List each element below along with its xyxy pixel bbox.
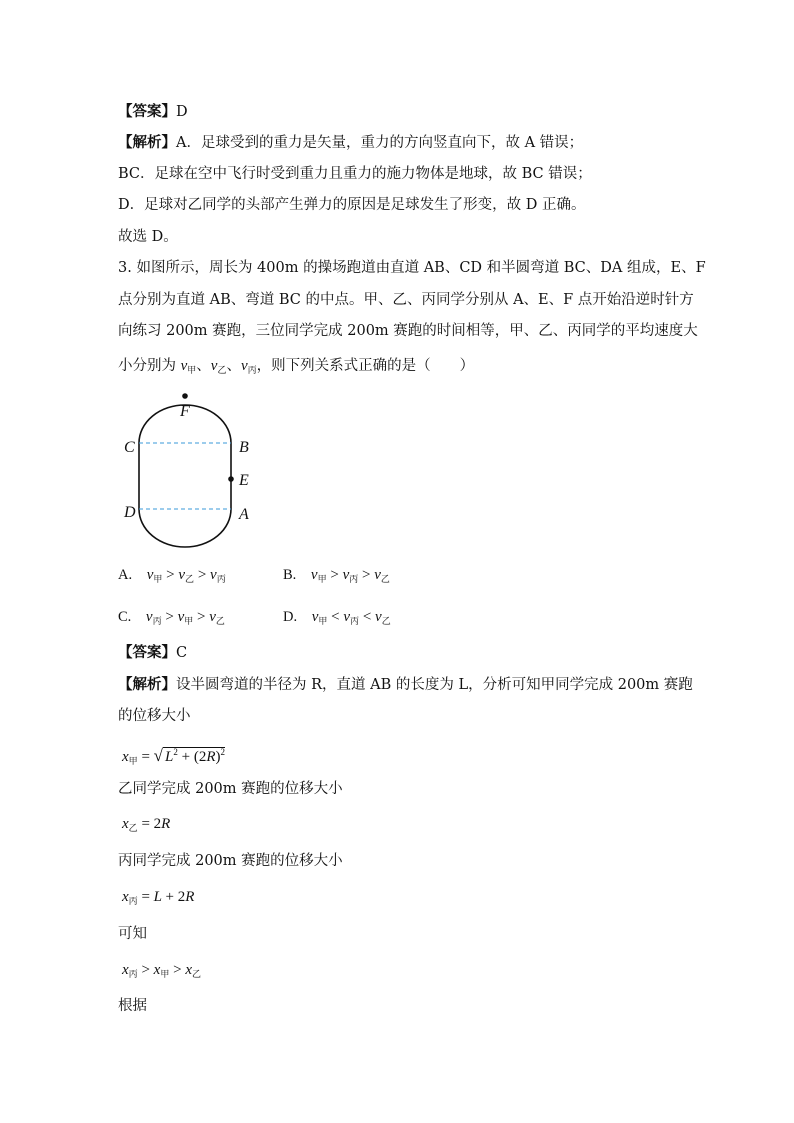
genju-text: 根据 [118, 998, 147, 1014]
question-line-1: 3. 如图所示，周长为 400m 的操场跑道由直道 AB、CD 和半圆弯道 BC、DA 组成，E、F [118, 260, 706, 276]
option-d[interactable] [283, 607, 391, 631]
track-outline [139, 405, 231, 547]
inequality-x: $x_丙 > x_甲 > x_乙$ [122, 962, 201, 979]
option-b[interactable] [283, 565, 390, 589]
v-jia: $v_甲$ [180, 358, 197, 375]
analysis-line-1 [118, 133, 583, 153]
question-line-3: 向练习 200m 赛跑，三位同学完成 200m 赛跑的时间相等，甲、乙、丙同学的平均速度大 [118, 323, 698, 339]
label-f: F [180, 403, 190, 420]
answer-line-1 [118, 102, 188, 122]
analysis-2-line-2: 的位移大小 [118, 708, 191, 724]
option-a-expr: $v_甲 > v_乙 > v_丙$ [146, 567, 226, 584]
answer-2-value: C [176, 645, 188, 661]
analysis-tag: 【解析】 [118, 135, 176, 151]
question-line-2: 点分别为直道 AB、弯道 BC 的中点。甲、乙、丙同学分别从 A、E、F 点开始沿逆时针方 [118, 292, 694, 308]
option-c[interactable] [118, 607, 225, 631]
option-d-label: D. [283, 609, 298, 625]
analysis-line-2: BC．足球在空中飞行时受到重力且重力的施力物体是地球，故 BC 错误； [118, 166, 592, 182]
point-e [228, 476, 234, 482]
option-c-expr: $v_丙 > v_甲 > v_乙$ [145, 609, 225, 626]
equation-x-jia: $x_甲$ = √ $L^2 + (2R)^2$ [122, 746, 225, 766]
question-line-4-post: ，则下列关系式正确的是（ ） [256, 358, 475, 374]
v-yi: $v_乙$ [210, 358, 227, 375]
question-line-4 [118, 356, 474, 380]
analysis-2-text: 设半圆弯道的半径为 R，直道 AB 的长度为 L，分析可知甲同学完成 200m 赛跑 [176, 677, 693, 693]
analysis-text: A．足球受到的重力是矢量，重力的方向竖直向下，故 A 错误； [176, 135, 584, 151]
kezhi-text: 可知 [118, 926, 147, 942]
equation-x-yi: $x_乙 = 2R$ [122, 816, 171, 833]
analysis-line-4: 故选 D。 [118, 229, 178, 245]
answer-line-2 [118, 643, 187, 663]
analysis-2-line-1 [118, 675, 693, 695]
option-b-expr: $v_甲 > v_丙 > v_乙$ [310, 567, 390, 584]
question-line-4-pre: 小分别为 [118, 358, 176, 374]
option-b-label: B. [283, 567, 297, 583]
label-d: D [124, 504, 136, 521]
answer-2-tag: 【答案】 [118, 645, 176, 661]
sep-1: 、 [196, 358, 211, 374]
option-c-label: C. [118, 609, 132, 625]
v-bing: $v_丙$ [240, 358, 257, 375]
option-d-expr: $v_甲 < v_丙 < v_乙$ [311, 609, 391, 626]
label-c: C [124, 439, 135, 456]
label-b: B [239, 439, 249, 456]
option-a[interactable] [118, 565, 226, 589]
point-f [182, 393, 188, 399]
equation-x-bing: $x_丙 = L + 2R$ [122, 889, 195, 906]
track-figure [118, 388, 268, 553]
answer-tag: 【答案】 [118, 104, 176, 120]
bing-text: 丙同学完成 200m 赛跑的位移大小 [118, 853, 343, 869]
analysis-2-tag: 【解析】 [118, 677, 176, 693]
sep-2: 、 [226, 358, 241, 374]
label-a: A [239, 506, 249, 523]
yi-text: 乙同学完成 200m 赛跑的位移大小 [118, 781, 343, 797]
label-e: E [239, 472, 249, 489]
answer-value: D [176, 104, 188, 120]
option-a-label: A. [118, 567, 133, 583]
analysis-line-3: D．足球对乙同学的头部产生弹力的原因是足球发生了形变，故 D 正确。 [118, 197, 586, 213]
